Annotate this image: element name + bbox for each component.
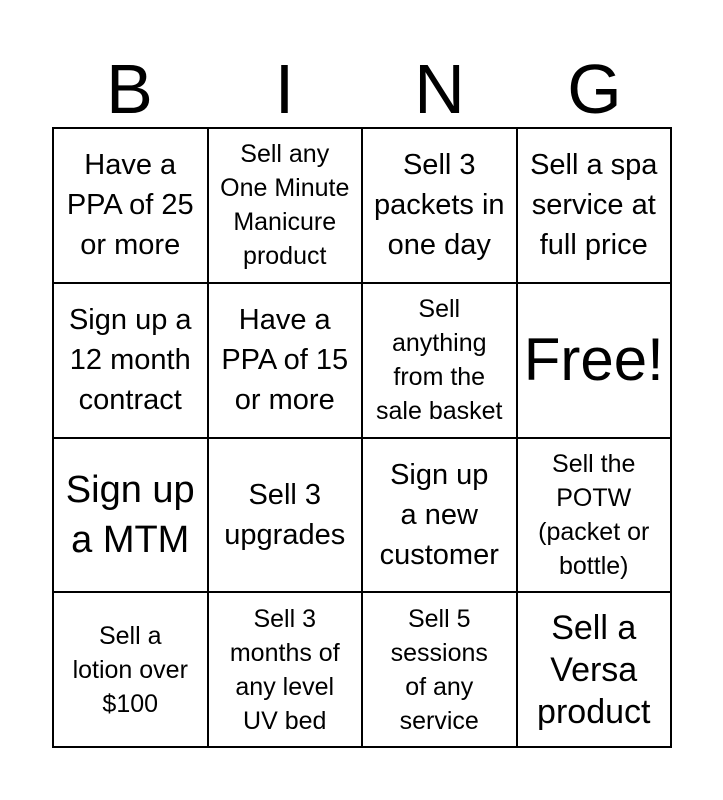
bingo-header bbox=[52, 50, 672, 128]
bingo-cell-text: Sell anything from the sale basket bbox=[376, 295, 503, 426]
bingo-cell-r1c2[interactable] bbox=[208, 128, 363, 283]
bingo-cell-r3c3[interactable] bbox=[362, 438, 517, 593]
bingo-cell-r4c1[interactable] bbox=[53, 592, 208, 747]
bingo-cell-text: Have a PPA of 25 or more bbox=[66, 149, 194, 262]
bingo-cell-text: Sell a lotion over $100 bbox=[72, 621, 188, 718]
bingo-cell-r3c1[interactable] bbox=[53, 438, 208, 593]
bingo-cell-text: Sell a Versa product bbox=[537, 608, 651, 731]
bingo-cell-text: Have a PPA of 15 or more bbox=[221, 304, 349, 417]
bingo-cell-r4c2[interactable] bbox=[208, 592, 363, 747]
bingo-cell-text: Sign up a 12 month contract bbox=[68, 304, 192, 417]
header-letter-n: N bbox=[414, 50, 465, 128]
free-space-text: Free! bbox=[523, 326, 664, 394]
bingo-cell-r2c2[interactable] bbox=[208, 283, 363, 438]
bingo-cell-text: Sell 3 packets in one day bbox=[373, 149, 505, 262]
bingo-cell-text: Sell 3 upgrades bbox=[224, 478, 346, 551]
bingo-cell-text: Sell the POTW (packet or bottle) bbox=[538, 449, 650, 580]
bingo-cell-r2c4-free[interactable] bbox=[517, 283, 672, 438]
header-letter-b: B bbox=[106, 50, 153, 128]
bingo-cell-text: Sell 3 months of any level UV bed bbox=[229, 604, 340, 735]
bingo-cell-text: Sell a spa service at full price bbox=[530, 149, 658, 262]
bingo-cell-r1c1[interactable] bbox=[53, 128, 208, 283]
bingo-cell-r1c4[interactable] bbox=[517, 128, 672, 283]
bingo-cell-r3c4[interactable] bbox=[517, 438, 672, 593]
header-letter-i: I bbox=[274, 50, 295, 128]
bingo-card-grid bbox=[52, 127, 672, 748]
bingo-cell-text: Sign up a new customer bbox=[379, 458, 499, 571]
bingo-cell-r4c4[interactable] bbox=[517, 592, 672, 747]
bingo-cell-text: Sell 5 sessions of any service bbox=[390, 604, 488, 735]
bingo-cell-text: Sign up a MTM bbox=[65, 468, 195, 561]
bingo-cell-r2c1[interactable] bbox=[53, 283, 208, 438]
header-letter-g: G bbox=[567, 50, 622, 128]
bingo-cell-text: Sell any One Minute Manicure product bbox=[220, 140, 350, 271]
bingo-cell-r1c3[interactable] bbox=[362, 128, 517, 283]
bingo-cell-r3c2[interactable] bbox=[208, 438, 363, 593]
bingo-cell-r2c3[interactable] bbox=[362, 283, 517, 438]
bingo-cell-r4c3[interactable] bbox=[362, 592, 517, 747]
